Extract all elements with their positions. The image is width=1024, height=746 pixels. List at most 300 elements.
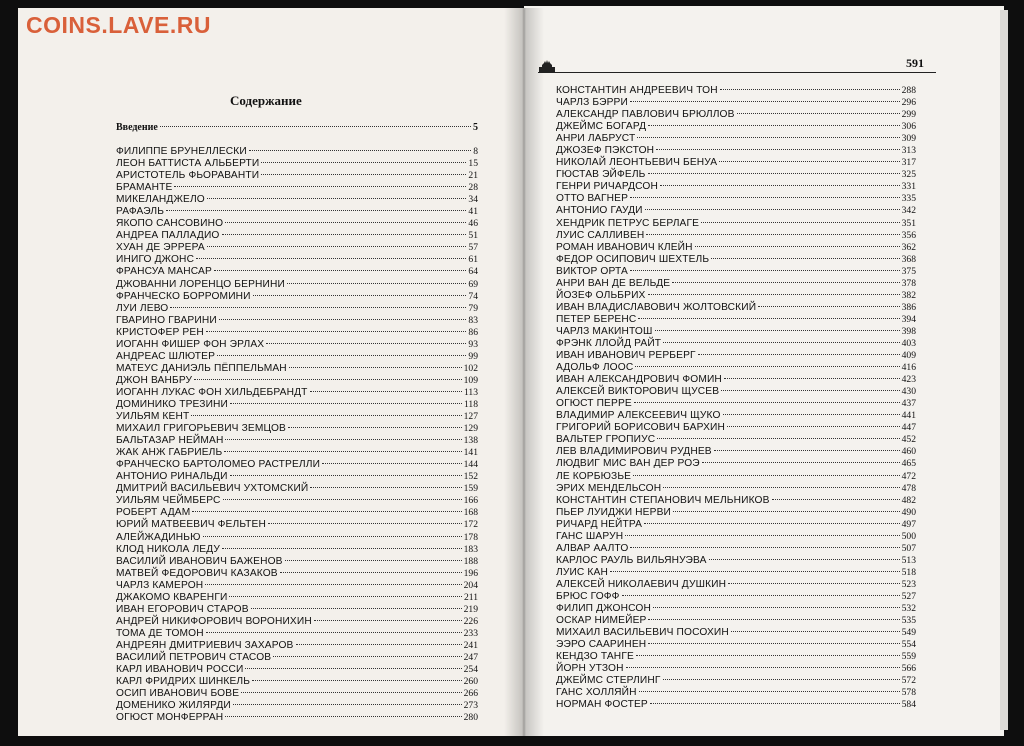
toc-entry-page: 247 [463,651,478,663]
toc-entry-name: ФЕДОР ОСИПОВИЧ ШЕХТЕЛЬ [556,253,710,265]
toc-entry-name: ПЬЕР ЛУИДЖИ НЕРВИ [556,506,671,518]
toc-entry-page: 86 [468,326,478,338]
toc-entry-name: ВАСИЛИЙ ПЕТРОВИЧ СТАСОВ [116,651,272,663]
toc-entry-page: 74 [468,290,478,302]
toc-entry-name: ФРЭНК ЛЛОЙД РАЙТ [556,337,662,349]
toc-entry-name: КАРЛ ИВАНОВИЧ РОССИ [116,664,244,676]
toc-entry-name: ЧАРЛЗ КАМЕРОН [116,579,204,591]
toc-entry [116,640,478,652]
toc-entry [116,459,478,471]
leader-dots [720,89,900,90]
toc-entry-page: 113 [463,386,478,398]
toc-entry [556,675,916,687]
toc-entry-name: РОМАН ИВАНОВИЧ КЛЕЙН [556,241,693,253]
leader-dots [636,655,900,656]
toc-entry-name: АНРИ ЛАБРУСТ [556,133,636,145]
toc-entry-name: ЙОРН УТЗОН [556,663,624,675]
toc-entry [556,121,916,133]
leader-dots [253,295,467,296]
leader-dots [702,462,900,463]
toc-entry [116,375,478,387]
leader-dots [731,631,900,632]
toc-entry [556,687,916,699]
toc-entry-page: 342 [901,205,916,217]
toc-intro-title: Введение [116,122,158,133]
leader-dots [650,703,900,704]
leader-dots [206,632,462,633]
toc-entry [556,651,916,663]
toc-entry [116,423,478,435]
leader-dots [625,535,899,536]
toc-entry [556,579,916,591]
leader-dots [663,487,899,488]
toc-entry-page: 129 [463,423,478,435]
toc-entry-page: 532 [901,603,916,615]
toc-entry-name: АНРИ ВАН ДЕ ВЕЛЬДЕ [556,277,671,289]
toc-entry-name: АНДРЕАС ШЛЮТЕР [116,350,216,362]
leader-dots [268,523,462,524]
toc-entry [556,290,916,302]
leader-dots [205,584,461,585]
leader-dots [217,355,466,356]
toc-entry-page: 306 [901,121,916,133]
toc-entry-page: 219 [463,603,478,615]
toc-entry-name: ЮРИЙ МАТВЕЕВИЧ ФЕЛЬТЕН [116,519,266,531]
toc-entry-page: 99 [468,350,478,362]
toc-entry-page: 394 [901,313,916,325]
toc-entry-name: ПЕТЕР БЕРЕНС [556,313,637,325]
leader-dots [727,426,900,427]
leader-dots [630,101,900,102]
toc-entry [116,712,478,724]
toc-entry-name: ДЖОН ВАНБРУ [116,374,193,386]
toc-entry-name: ФРАНСУА МАНСАР [116,266,212,278]
toc-entry [116,435,478,447]
toc-entry-page: 313 [901,145,916,157]
toc-entry-name: АНДРЕЙ НИКИФОРОВИЧ ВОРОНИХИН [116,615,312,627]
toc-entry [556,169,916,181]
toc-entry-page: 64 [468,266,478,278]
toc-entry [556,85,916,97]
toc-entry-page: 386 [901,301,916,313]
toc-entry [116,664,478,676]
toc-entry-name: УИЛЬЯМ КЕНТ [116,411,190,423]
toc-entry-name: АЛВАР ААЛТО [556,542,629,554]
leader-dots [772,499,900,500]
toc-entry-page: 109 [463,374,478,386]
leader-dots [630,197,900,198]
leader-dots [711,258,899,259]
toc-entry [116,194,478,206]
toc-entry [116,254,478,266]
toc-entry [556,338,916,350]
leader-dots [225,716,461,717]
toc-entry [116,242,478,254]
toc-entry-page: 351 [901,217,916,229]
leader-dots [194,379,461,380]
toc-entry [116,279,478,291]
toc-entry [116,495,478,507]
toc-entry-page: 241 [463,639,478,651]
toc-entry-name: ОСКАР НИМЕЙЕР [556,615,647,627]
toc-entry-name: БРАМАНТЕ [116,182,173,194]
toc-entry-page: 513 [901,554,916,566]
toc-entry-name: ЯКОПО САНСОВИНО [116,218,224,230]
toc-entry-page: 472 [901,470,916,482]
toc-entry-page: 578 [901,687,916,699]
toc-entry-page: 378 [901,277,916,289]
toc-entry [556,410,916,422]
toc-entry-page: 178 [463,531,478,543]
toc-entry [556,531,916,543]
toc-entry-page: 168 [463,507,478,519]
toc-entry-name: КАРЛ ФРИДРИХ ШИНКЕЛЬ [116,676,251,688]
toc-entry-name: ХЕНДРИК ПЕТРУС БЕРЛАГЕ [556,217,700,229]
toc-entry-page: 309 [901,133,916,145]
toc-entry [556,434,916,446]
toc-entry-page: 254 [463,664,478,676]
toc-entry [116,291,478,303]
toc-entry-name: ВАСИЛИЙ ИВАНОВИЧ БАЖЕНОВ [116,555,283,567]
toc-entry-page: 127 [463,411,478,423]
toc-entry-page: 572 [901,675,916,687]
toc-entry-name: ДОМЕНИКО ЖИЛЯРДИ [116,700,231,712]
leader-dots [160,126,471,127]
toc-entry-page: 28 [468,182,478,194]
toc-entry-name: ДЖЕЙМС СТЕРЛИНГ [556,675,661,687]
toc-entry-page: 507 [901,542,916,554]
toc-entry-name: ВИКТОР ОРТА [556,265,628,277]
leader-dots [223,499,462,500]
leader-dots [233,704,462,705]
toc-entry [556,97,916,109]
toc-entry-page: 79 [468,302,478,314]
toc-entry-name: ЛЕВ ВЛАДИМИРОВИЧ РУДНЕВ [556,446,712,458]
leader-dots [289,367,462,368]
toc-entry [556,386,916,398]
page-edge [1000,10,1008,730]
toc-entry [556,639,916,651]
toc-entry-page: 21 [468,170,478,182]
toc-entry-name: КОНСТАНТИН АНДРЕЕВИЧ ТОН [556,85,718,96]
header-rule [538,72,936,73]
toc-entry-name: МИХАИЛ ВАСИЛЬЕВИЧ ПОСОХИН [556,627,729,639]
leader-dots [648,643,899,644]
toc-entry [556,495,916,507]
leader-dots [203,536,462,537]
leader-dots [207,198,467,199]
leader-dots [648,173,900,174]
toc-entry [116,399,478,411]
toc-list-left [116,146,478,724]
toc-entry-page: 118 [463,398,478,410]
leader-dots [714,450,900,451]
toc-entry-page: 196 [463,567,478,579]
toc-entry [116,604,478,616]
leader-dots [639,691,900,692]
toc-entry [116,700,478,712]
leader-dots [222,548,462,549]
leader-dots [280,572,462,573]
toc-entry [116,592,478,604]
leader-dots [657,438,899,439]
toc-entry-name: ЛУИС КАН [556,566,608,578]
toc-entry-name: ГЮСТАВ ЭЙФЕЛЬ [556,169,646,181]
toc-entry-page: 325 [901,169,916,181]
toc-entry [116,170,478,182]
toc-entry-page: 226 [463,615,478,627]
leader-dots [310,391,462,392]
leader-dots [646,234,899,235]
toc-entry-page: 102 [463,362,478,374]
leader-dots [673,511,900,512]
toc-entry-name: ТОМА ДЕ ТОМОН [116,627,204,639]
toc-entry-page: 441 [901,410,916,422]
toc-entry [556,326,916,338]
toc-entry-page: 447 [901,422,916,434]
toc-entry-page: 15 [468,158,478,170]
toc-entry-page: 460 [901,446,916,458]
toc-entry-page: 51 [468,230,478,242]
toc-entry-page: 166 [463,495,478,507]
toc-entry-name: АНТОНИО ГАУДИ [556,205,643,217]
leader-dots [630,270,900,271]
toc-entry-name: ЙОЗЕФ ОЛЬБРИХ [556,289,646,301]
toc-entry [556,519,916,531]
toc-entry [116,568,478,580]
toc-entry-name: МИКЕЛАНДЖЕЛО [116,194,205,206]
toc-entry-name: ОГЮСТ МОНФЕРРАН [116,712,224,724]
leader-dots [196,258,466,259]
toc-entry [556,555,916,567]
leader-dots [637,137,899,138]
toc-entry-page: 482 [901,494,916,506]
toc-entry-name: АЛЕЙЖАДИНЬЮ [116,531,201,543]
leader-dots [224,451,461,452]
toc-entry-page: 141 [463,447,478,459]
toc-entry [556,181,916,193]
toc-entry-page: 335 [901,193,916,205]
leader-dots [206,331,467,332]
toc-entry-page: 57 [468,242,478,254]
page-number: 591 [906,56,924,70]
leader-dots [230,403,462,404]
toc-entry-name: ГРИГОРИЙ БОРИСОВИЧ БАРХИН [556,422,725,434]
toc-entry-name: ИНИГО ДЖОНС [116,254,195,266]
toc-entry [116,387,478,399]
toc-entry [556,302,916,314]
toc-entry [556,193,916,205]
toc-entry [556,591,916,603]
toc-entry-name: ФИЛИППЕ БРУНЕЛЛЕСКИ [116,146,247,157]
toc-entry-name: ИВАН ЕГОРОВИЧ СТАРОВ [116,603,249,615]
leader-dots [709,559,900,560]
toc-entry [556,266,916,278]
toc-entry-name: ДЖОЗЕФ ПЭКСТОН [556,145,655,157]
toc-entry-page: 41 [468,206,478,218]
toc-entry [556,603,916,615]
leader-dots [648,619,899,620]
leader-dots [663,679,900,680]
toc-entry [116,483,478,495]
leader-dots [225,439,461,440]
toc-entry [116,206,478,218]
toc-entry-page: 490 [901,506,916,518]
toc-entry [116,266,478,278]
toc-entry-page: 535 [901,615,916,627]
toc-entry-page: 93 [468,338,478,350]
leader-dots [653,607,900,608]
toc-entry [556,218,916,230]
toc-entry [116,158,478,170]
toc-entry-page: 159 [463,483,478,495]
leader-dots [634,402,900,403]
toc-entry-page: 478 [901,482,916,494]
toc-entry-page: 398 [901,325,916,337]
leader-dots [261,174,466,175]
leader-dots [655,330,900,331]
toc-entry-name: КРИСТОФЕР РЕН [116,326,204,338]
toc-entry [116,218,478,230]
toc-entry [116,339,478,351]
leader-dots [672,282,899,283]
toc-entry-page: 152 [463,471,478,483]
toc-entry-name: РОБЕРТ АДАМ [116,507,191,519]
leader-dots [701,222,900,223]
leader-dots [245,668,461,669]
toc-entry-name: КЕНДЗО ТАНГЕ [556,651,634,663]
toc-entry-name: АЛЕКСЕЙ НИКОЛАЕВИЧ ДУШКИН [556,578,727,590]
toc-entry-name: АРИСТОТЕЛЬ ФЬОРАВАНТИ [116,170,260,182]
toc-entry-page: 554 [901,639,916,651]
toc-entry-name: ДЖАКОМО КВАРЕНГИ [116,591,228,603]
leader-dots [287,283,466,284]
toc-entry-name: ОГЮСТ ПЕРРЕ [556,398,632,410]
toc-entry-name: МИХАИЛ ГРИГОРЬЕВИЧ ЗЕМЦОВ [116,423,286,435]
toc-entry-page: 280 [463,712,478,724]
toc-entry-page: 83 [468,314,478,326]
toc-entry [556,543,916,555]
toc-entry-name: АЛЕКСАНДР ПАВЛОВИЧ БРЮЛЛОВ [556,109,735,121]
toc-entry-page: 273 [463,700,478,712]
toc-entry-name: ХУАН ДЕ ЭРРЕРА [116,242,205,254]
leader-dots [170,307,466,308]
leader-dots [261,162,466,163]
leader-dots [638,318,899,319]
leader-dots [630,547,899,548]
toc-entry-page: 416 [901,362,916,374]
toc-entry-name: КАРЛОС РАУЛЬ ВИЛЬЯНУЭВА [556,554,707,566]
toc-entry [556,471,916,483]
toc-entry-page: 382 [901,289,916,301]
toc-entry-name: ГАНС ХОЛЛЯЙН [556,687,637,699]
toc-entry [116,471,478,483]
toc-entry-name: УИЛЬЯМ ЧЕЙМБЕРС [116,495,221,507]
toc-entry-page: 368 [901,253,916,265]
leader-dots [251,608,462,609]
toc-entry [556,374,916,386]
toc-entry-page: 452 [901,434,916,446]
toc-entry-name: РИЧАРД НЕЙТРА [556,518,643,530]
watermark: COINS.LAVE.RU [26,12,211,38]
toc-entry-name: НОРМАН ФОСТЕР [556,699,648,711]
cathedral-ornament-icon [538,60,556,72]
toc-entry-page: 500 [901,530,916,542]
leader-dots [626,667,900,668]
leader-dots [296,644,462,645]
toc-entry-name: ДМИТРИЙ ВАСИЛЬЕВИЧ УХТОМСКИЙ [116,483,309,495]
toc-entry [556,242,916,254]
leader-dots [645,209,900,210]
toc-entry [116,327,478,339]
toc-entry-name: ДЖОВАННИ ЛОРЕНЦО БЕРНИНИ [116,278,285,290]
toc-entry-name: АНТОНИО РИНАЛЬДИ [116,471,228,483]
leader-dots [214,270,467,271]
toc-entry-name: КЛОД НИКОЛА ЛЕДУ [116,543,221,555]
toc-entry-page: 437 [901,398,916,410]
leader-dots [737,113,900,114]
toc-entry-name: НИКОЛАЙ ЛЕОНТЬЕВИЧ БЕНУА [556,157,718,169]
leader-dots [192,511,461,512]
toc-entry [556,362,916,374]
toc-entry [556,699,916,711]
toc-entry [116,230,478,242]
toc-entry [556,663,916,675]
toc-entry [116,411,478,423]
leader-dots [660,185,900,186]
leader-dots [225,222,466,223]
toc-entry [116,676,478,688]
toc-entry-name: ИВАН ВЛАДИСЛАВОВИЧ ЖОЛТОВСКИЙ [556,301,757,313]
toc-entry-page: 465 [901,458,916,470]
toc-intro-row [116,122,478,133]
toc-entry-name: ОТТО ВАГНЕР [556,193,629,205]
toc-entry [116,652,478,664]
toc-entry-name: МАТВЕЙ ФЕДОРОВИЧ КАЗАКОВ [116,567,278,579]
toc-entry [116,182,478,194]
toc-intro-page: 5 [473,122,478,133]
leader-dots [310,487,461,488]
leader-dots [314,620,462,621]
toc-entry [556,398,916,410]
leader-dots [249,150,471,151]
toc-entry-page: 144 [463,459,478,471]
toc-entry-name: ИВАН АЛЕКСАНДРОВИЧ ФОМИН [556,374,722,386]
toc-entry-name: ЧАРЛЗ МАКИНТОШ [556,325,653,337]
toc-entry [116,688,478,700]
leader-dots [166,210,466,211]
toc-entry-name: ЖАК АНЖ ГАБРИЕЛЬ [116,447,223,459]
leader-dots [622,595,900,596]
toc-entry-name: ДЖЕЙМС БОГАРД [556,121,647,133]
toc-entry [116,303,478,315]
toc-entry-name: ОСИП ИВАНОВИЧ БОВЕ [116,688,240,700]
toc-entry-page: 8 [473,146,478,157]
toc-entry [556,314,916,326]
leader-dots [285,560,462,561]
toc-entry [116,146,478,158]
toc-entry-name: РАФАЭЛЬ [116,206,165,218]
toc-entry [556,157,916,169]
toc-entry-name: ВАЛЬТЕР ГРОПИУС [556,434,656,446]
toc-entry [116,556,478,568]
toc-entry-page: 138 [463,435,478,447]
toc-entry [556,615,916,627]
toc-entry-page: 299 [901,109,916,121]
leader-dots [230,475,462,476]
toc-entry-name: ЛЮДВИГ МИС ВАН ДЕР РОЭ [556,458,700,470]
toc-entry [116,351,478,363]
